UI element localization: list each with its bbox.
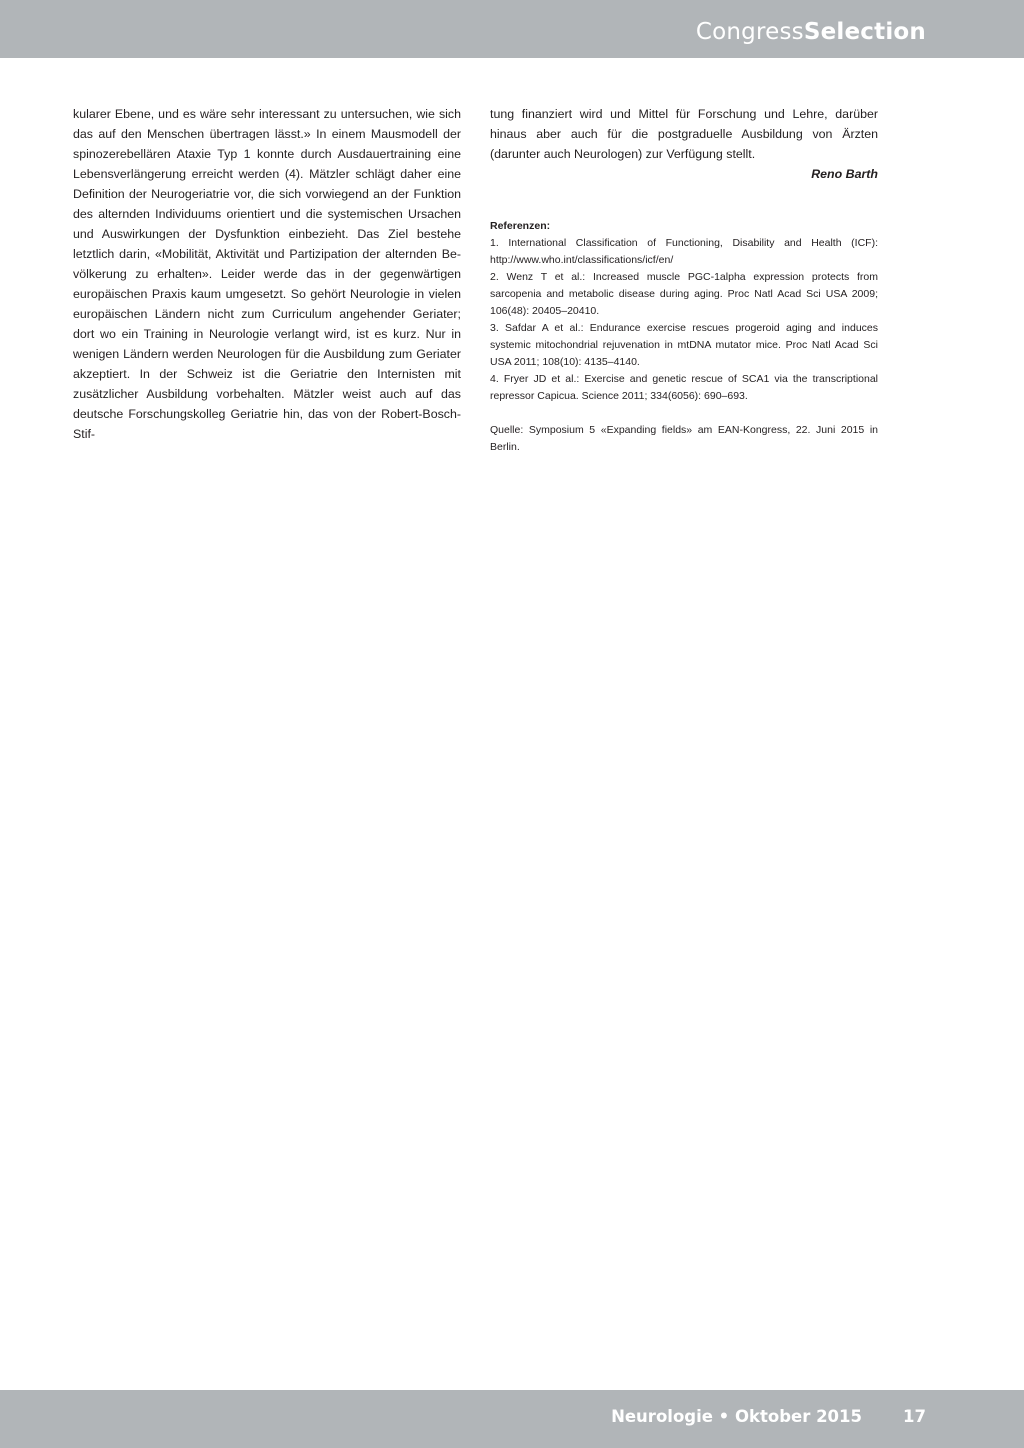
author-signature: Reno Barth [811,167,878,181]
journal-issue: Neurologie • Oktober 2015 [611,1407,862,1426]
footer-bar [0,1390,1024,1448]
header-bar [0,0,1024,58]
reference-item: 2. Wenz T et al.: Increased muscle PGC-1alpha expression protects from sarcopenia and metabolic disease during aging. Proc Natl Acad Sci USA 2009; 106(48): 20405–20410. [490,271,878,317]
reference-item: 4. Fryer JD et al.: Exercise and genetic rescue of SCA1 via the transcriptional repressor Capicua. Science 2011; 334(6056): 690–693. [490,373,878,402]
source-note: Quelle: Symposium 5 «Expanding fields» am EAN-Kongress, 22. Juni 2015 in Berlin. [490,424,878,453]
references-section [490,218,878,456]
reference-item: 3. Safdar A et al.: Endurance exercise rescues progeroid aging and induces systemic mitochondrial rejuvenation in mtDNA mutator mice. Proc Natl Acad Sci USA 2011; 108(10): 4135–4140. [490,322,878,368]
article-paragraph-left: kularer Ebene, und es wäre sehr interessant zu untersuchen, wie sich das auf den Menschen übertragen lässt.» In einem Mausmodell der spinozerebellären Ataxie Typ 1 konnte durch Ausdauertraining eine Lebensverlängerung erreicht werden (4). Mätzler schlägt daher eine Definition der Neurogeriatrie vor, die sich vorwiegend an der Funktion des alternden Individuums orientiert und die systemischen Ursachen und Auswirkungen der Dysfunktion einbezieht. Das Ziel bestehe letztlich darin, «Mobilität, Aktivität und Partizipation der alternden Bevölkerung zu erhalten». Leider werde das in der gegenwärtigen europäischen Praxis kaum umgesetzt. So gehört Neurologie in vielen europäischen Ländern nicht zum Curriculum angehender Geriater; dort wo ein Training in Neurologie verlangt wird, ist es kurz. Nur in wenigen Ländern werden Neurologen für die Ausbildung zum Geriater akzeptiert. In der Schweiz ist die Geriatrie den Internisten mit zusätzlicher Ausbildung vorbehalten. Mätzler weist auch auf das deutsche Forschungskolleg Geriatrie hin, das von der Robert-Bosch-Stif- [73,107,461,441]
publication-title-light: Congress [695,19,804,45]
references-list [490,235,878,405]
publication-title-bold: Selection [803,19,926,45]
page-number: 17 [903,1407,926,1426]
publication-title [696,17,926,47]
article-left-column [73,104,461,444]
article-right-column [490,104,878,184]
reference-item: 1. International Classification of Functioning, Disability and Health (ICF): http://www.who.int/classifications/icf/en/ [490,237,878,266]
article-paragraph-right: tung finanziert wird und Mittel für Forschung und Lehre, darüber hinaus aber auch für die postgraduelle Ausbildung von Ärzten (darunter auch Neurologen) zur Verfügung stellt. [490,107,878,161]
references-heading: Referenzen: [490,220,551,232]
